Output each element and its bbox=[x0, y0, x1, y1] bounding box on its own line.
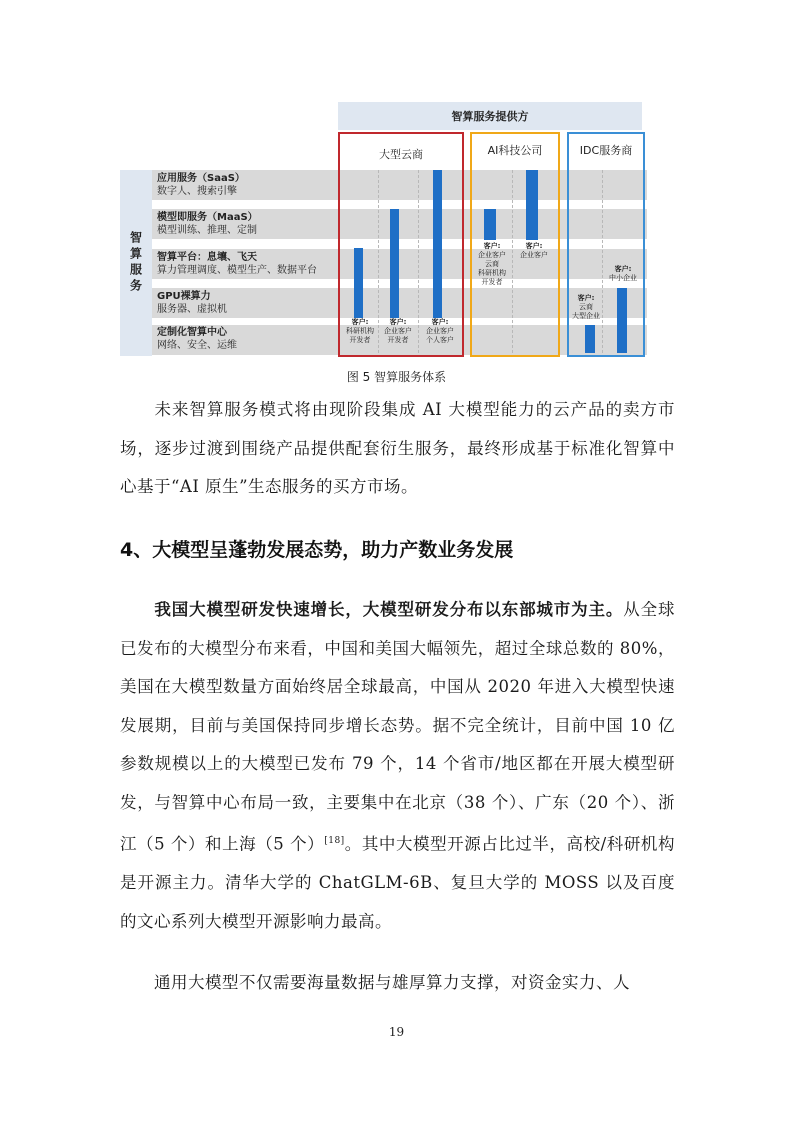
provider-title-cloud: 大型云商 bbox=[379, 148, 423, 161]
customer-label-ai-1: 客户: 企业客户 云商 科研机构 开发者 bbox=[478, 242, 506, 286]
bar-ai-1 bbox=[484, 209, 496, 240]
layer-label-maas: 模型即服务（MaaS） 模型训练、推理、定制 bbox=[157, 212, 258, 236]
side-label: 智算服务 bbox=[120, 170, 152, 356]
customer-label-cloud-2: 客户: 企业客户 开发者 bbox=[384, 318, 412, 344]
customer-label-cloud-1: 客户: 科研机构 开发者 bbox=[346, 318, 374, 344]
customer-label-ai-2: 客户: 企业客户 bbox=[520, 242, 548, 259]
paragraph-general-llm: 通用大模型不仅需要海量数据与雄厚算力支撑，对资金实力、人 bbox=[154, 973, 630, 992]
paragraph-llm-growth: 我国大模型研发快速增长，大模型研发分布以东部城市为主。从全球已发布的大模型分布来看，中国和美国大幅领先，超过全球总数的 80%，美国在大模型数量方面始终居全球最高，中国从 2020 年进入大模型快速发展期，目前与美国保持同步增长态势。据不完全统计，目前中国 10 亿参数规模以上的大模型已发布 79 个，14 个省市/地区都在开展大模型研发，与智算中心布局一致，主要集中在北京（38 个）、广东（20 个）、浙江（5 个）和上海（5 个）[18]。其中大模型开源占比过半，高校/科研机构是开源主力。清华大学的 ChatGLM-6B、复旦大学的 MOSS 以及百度的文心系列大模型开源影响力最高。 bbox=[120, 600, 676, 931]
customer-label-idc-1: 客户: 云商 大型企业 bbox=[572, 294, 600, 320]
layer-label-custom: 定制化智算中心 网络、安全、运维 bbox=[157, 327, 237, 351]
bar-cloud-3 bbox=[433, 170, 442, 318]
customer-label-cloud-3: 客户: 企业客户 个人客户 bbox=[426, 318, 454, 344]
bar-ai-2 bbox=[526, 170, 538, 240]
bar-cloud-2 bbox=[390, 209, 399, 318]
bar-idc-1 bbox=[585, 325, 595, 353]
column-divider bbox=[602, 170, 603, 353]
paragraph-service-mode: 未来智算服务模式将由现阶段集成 AI 大模型能力的云产品的卖方市场，逐步过渡到围绕产品提供配套衍生服务，最终形成基于标准化智算中心基于“AI 原生”生态服务的买方市场。 bbox=[120, 400, 675, 496]
paragraph-lead-bold: 我国大模型研发快速增长，大模型研发分布以东部城市为主。 bbox=[154, 600, 624, 619]
bar-idc-2 bbox=[617, 288, 627, 353]
provider-box-idc bbox=[567, 132, 645, 357]
layer-label-platform: 智算平台：息壤、飞天 算力管理调度、模型生产、数据平台 bbox=[157, 252, 317, 276]
bar-cloud-1 bbox=[354, 248, 363, 318]
page-number: 19 bbox=[388, 1025, 405, 1039]
figure-caption: 图 5 智算服务体系 bbox=[346, 370, 447, 384]
provider-header: 智算服务提供方 bbox=[338, 102, 642, 130]
column-divider bbox=[512, 170, 513, 353]
provider-title-ai: AI科技公司 bbox=[487, 144, 543, 157]
layer-label-gpu: GPU裸算力 服务器、虚拟机 bbox=[157, 291, 227, 315]
provider-title-idc: IDC服务商 bbox=[579, 144, 633, 157]
citation-ref: [18] bbox=[324, 836, 345, 846]
layer-label-saas: 应用服务（SaaS） 数字人、搜索引擎 bbox=[157, 173, 245, 197]
section-heading: 4、大模型呈蓬勃发展态势，助力产数业务发展 bbox=[120, 539, 514, 561]
customer-label-idc-2: 客户: 中小企业 bbox=[609, 265, 637, 282]
